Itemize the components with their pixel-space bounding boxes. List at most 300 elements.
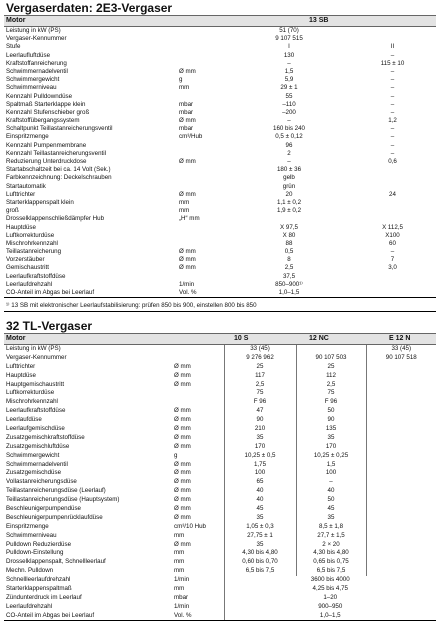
table-row <box>4 84 436 92</box>
section-title-2e3: Vergaserdaten: 2E3-Vergaser <box>6 1 173 15</box>
table-row <box>4 224 436 232</box>
row-unit <box>179 174 229 182</box>
row-unit: mbar <box>174 593 189 601</box>
table-row <box>4 166 436 174</box>
row-label: Vergaser-Kennummer <box>6 35 67 43</box>
value-10s: 47 <box>224 407 296 416</box>
table-row <box>4 549 436 558</box>
value-stage-2: – <box>390 92 395 100</box>
value-stage-2: – <box>390 67 395 75</box>
row-unit: Ø mm <box>179 190 196 198</box>
value-stage-2 <box>349 183 436 191</box>
table-row <box>4 541 436 550</box>
row-label: Hauptdüse <box>6 223 36 231</box>
row-label: Leerlaufdrehzahl <box>6 280 53 288</box>
table-row <box>4 505 436 514</box>
value-10s: 75 <box>224 389 296 398</box>
value-e12n <box>366 532 436 541</box>
table-row <box>4 207 436 215</box>
value-e12n: 90 107 518 <box>366 354 436 363</box>
table-row <box>4 199 436 207</box>
row-unit: mm <box>179 207 190 215</box>
table-row <box>4 215 436 223</box>
value-all-engines: 1–20 <box>224 594 436 603</box>
table-header-2e3 <box>4 15 436 27</box>
row-label: Pulldown Reduzierdüse <box>6 540 72 548</box>
value-stage-2: 1,2 <box>388 117 397 125</box>
row-label: Vollastanreicherungsdüse <box>6 478 77 486</box>
row-unit: Ø mm <box>179 264 196 272</box>
row-unit: mm <box>174 549 185 557</box>
value-e12n <box>366 407 436 416</box>
row-unit: mm <box>174 567 185 575</box>
table-row <box>4 281 436 289</box>
row-label: Hauptgemischaustritt <box>6 380 65 388</box>
table-row <box>4 101 436 109</box>
value-stage-1: 850–900¹⁾ <box>275 280 303 288</box>
table-row <box>4 174 436 182</box>
value-e12n <box>366 416 436 425</box>
value-stage-1: –110 <box>282 100 296 108</box>
value-10s: 27,75 ± 1 <box>224 532 296 541</box>
table-row <box>4 372 436 381</box>
value-stage-1: 1,0–1,5 <box>229 289 349 297</box>
row-unit: cm³/10 Hub <box>174 522 206 530</box>
value-e12n <box>366 567 436 576</box>
value-12nc: 90 <box>296 416 366 425</box>
value-12nc: 35 <box>296 514 366 523</box>
value-12nc: 6,5 bis 7,5 <box>296 567 366 576</box>
row-unit: Ø mm <box>174 433 191 441</box>
row-unit: mm <box>179 198 190 206</box>
table-row <box>4 558 436 567</box>
table-row <box>4 35 436 43</box>
table-row <box>4 60 436 68</box>
value-stage-2: – <box>390 84 395 92</box>
value-10s: 33 (45) <box>224 345 296 354</box>
value-stage-1: X 80 <box>282 231 296 239</box>
row-label: Kennzahl Pumpenmembrane <box>6 141 87 149</box>
value-12nc: 75 <box>296 389 366 398</box>
value-stage-1: gelb <box>283 174 295 182</box>
row-unit <box>179 166 229 174</box>
value-10s: F 96 <box>224 398 296 407</box>
value-12nc: 2,5 <box>296 381 366 390</box>
value-e12n <box>366 505 436 514</box>
row-unit <box>179 240 229 248</box>
value-e12n <box>366 549 436 558</box>
value-stage-1: 2 <box>287 149 291 157</box>
row-unit: g <box>174 451 178 459</box>
value-10s: 210 <box>224 425 296 434</box>
value-stage-2: 0,6 <box>388 158 397 165</box>
table-row <box>4 240 436 248</box>
row-unit: Ø mm <box>174 496 191 504</box>
table-row <box>4 567 436 576</box>
table-row <box>4 76 436 84</box>
value-stage-1: 180 ± 36 <box>276 166 302 174</box>
row-label: Zündunterdruck im Leerlauf <box>6 593 82 601</box>
value-e12n <box>366 381 436 390</box>
value-all-engines: 3600 bis 4000 <box>224 576 436 585</box>
table-row <box>4 363 436 372</box>
row-label: Einspritzmenge <box>6 133 49 141</box>
row-unit: Ø mm <box>174 362 191 370</box>
value-stage-1: – <box>287 117 291 125</box>
row-label: Einspritzmenge <box>6 522 49 530</box>
row-label: Reduzierung Unterdruckdose <box>6 158 87 165</box>
value-stage-1: 51 (70) <box>279 27 299 34</box>
value-all-engines: 1,0–1,5 <box>224 612 436 621</box>
value-e12n: 33 (45) <box>366 345 436 354</box>
table-row <box>4 133 436 141</box>
value-e12n <box>366 523 436 532</box>
row-unit: Vol. % <box>179 289 229 297</box>
value-stage-1: 37,5 <box>282 272 296 280</box>
value-10s: 65 <box>224 478 296 487</box>
row-unit <box>179 224 229 232</box>
row-unit: Ø mm <box>174 478 191 486</box>
section-title-32tl: 32 TL-Vergaser <box>6 319 93 333</box>
value-stage-1: – <box>287 59 291 67</box>
value-stage-1: 1,9 ± 0,2 <box>276 207 302 215</box>
value-stage-2: – <box>390 133 395 141</box>
row-unit <box>179 93 229 101</box>
value-e12n <box>366 443 436 452</box>
row-label: Mischrohrkennzahl <box>6 239 58 247</box>
value-stage-1: 0,5 ± 0,12 <box>275 133 303 141</box>
table-row <box>4 487 436 496</box>
value-12nc: 35 <box>296 434 366 443</box>
footnote: ¹⁾ 13 SB mit elektronischer Leerlaufstabilisierung: prüfen 850 bis 900, einstellen 800 bis 850 <box>6 302 257 309</box>
value-stage-2 <box>349 166 436 174</box>
table-row <box>4 256 436 264</box>
row-label: Startabschaltzeit bei ca. 14 Volt (Sek.) <box>6 166 111 174</box>
value-stage-2: – <box>390 51 395 59</box>
table-row <box>4 109 436 117</box>
table-row <box>4 496 436 505</box>
value-10s: 25 <box>224 363 296 372</box>
row-label: Teillastanreicherung <box>6 248 62 256</box>
value-12nc: 50 <box>296 496 366 505</box>
value-e12n <box>366 389 436 398</box>
table-row <box>4 117 436 125</box>
value-e12n <box>366 487 436 496</box>
row-label: Zusatzgemischkraftstoffdüse <box>6 433 85 441</box>
value-10s: 90 <box>224 416 296 425</box>
value-12nc: 170 <box>296 443 366 452</box>
value-stage-2 <box>349 27 436 35</box>
row-label: Schnellleerlaufdrehzahl <box>6 576 71 584</box>
value-12nc: 10,25 ± 0,25 <box>296 452 366 461</box>
value-e12n <box>366 478 436 487</box>
value-stage-2 <box>349 199 436 207</box>
value-stage-1: 130 <box>283 51 295 59</box>
table-row <box>4 398 436 407</box>
row-label: CO-Anteil im Abgas bei Leerlauf <box>4 289 179 297</box>
row-label: Beschleunigerpumpenrücklaufdüse <box>6 513 103 521</box>
value-10s: 35 <box>224 514 296 523</box>
row-unit: 1/min <box>179 280 195 288</box>
value-e12n <box>366 514 436 523</box>
table-row <box>4 407 436 416</box>
value-e12n <box>366 363 436 372</box>
row-label: Lufttrichter <box>6 190 36 198</box>
value-stage-1: 55 <box>285 92 293 100</box>
table-row <box>4 576 436 585</box>
table-row <box>4 389 436 398</box>
row-label: Leistung in kW (PS) <box>6 27 61 34</box>
table-row <box>4 68 436 76</box>
value-stage-1: X 97,5 <box>280 223 298 231</box>
value-stage-2: 60 <box>389 239 396 247</box>
table-row <box>4 585 436 594</box>
value-10s: 35 <box>224 434 296 443</box>
row-label: Drosselklappenspalt, Schnellleerlauf <box>6 558 106 566</box>
row-unit <box>179 273 229 281</box>
row-unit: mbar <box>179 100 194 108</box>
row-unit: 1/min <box>174 576 190 584</box>
value-10s: 2,5 <box>224 381 296 390</box>
table-row <box>4 523 436 532</box>
row-unit: Ø mm <box>174 416 191 424</box>
row-label: Schwimmerniveau <box>6 531 57 539</box>
row-label: Leerlaufgemischdüse <box>6 425 65 433</box>
row-label: Farbkennzeichnung: Deckelschrauben <box>6 174 112 182</box>
value-12nc: 0,65 bis 0,75 <box>296 558 366 567</box>
table-row <box>4 478 436 487</box>
row-label: Drosselklappenschließdämpfer Hub <box>6 215 105 223</box>
value-stage-1: 20 <box>285 190 293 198</box>
value-12nc: 2 × 20 <box>296 541 366 550</box>
row-unit <box>179 142 229 150</box>
table-row <box>4 434 436 443</box>
row-unit <box>174 389 224 398</box>
table-row <box>4 381 436 390</box>
table-row <box>4 443 436 452</box>
table-row <box>4 354 436 363</box>
row-unit <box>179 60 229 68</box>
table-row <box>4 469 436 478</box>
row-label: Leerlaufkraftstoffdüse <box>6 272 66 280</box>
row-unit: Ø mm <box>174 425 191 433</box>
value-stage-1: 0,5 <box>284 248 294 256</box>
value-e12n <box>366 434 436 443</box>
value-stage-2: – <box>390 149 395 157</box>
table-header-32tl <box>4 333 436 345</box>
value-10s: 40 <box>224 496 296 505</box>
value-10s: 9 276 962 <box>224 354 296 363</box>
row-unit <box>179 52 229 60</box>
value-all-engines: 900–950 <box>224 603 436 612</box>
table-row <box>4 612 436 621</box>
row-unit: Ø mm <box>179 248 196 256</box>
value-stage-2: X100 <box>385 231 400 239</box>
value-stage-2: – <box>390 141 395 149</box>
value-12nc <box>296 345 366 354</box>
value-stage-2 <box>349 35 436 43</box>
value-stage-1 <box>229 215 349 223</box>
value-stage-2: – <box>390 248 395 256</box>
row-label: Teillastanreicherungsdüse (Hauptsystem) <box>6 496 120 504</box>
table-row <box>4 125 436 133</box>
table-row <box>4 93 436 101</box>
row-label: Luftkorrekturdüse <box>6 389 55 397</box>
value-stage-2: – <box>390 76 395 84</box>
table-row <box>4 594 436 603</box>
value-stage-2: 3,0 <box>388 264 397 272</box>
row-label: Starterklappenspalt klein <box>6 198 74 206</box>
row-label: Zusatzgemischluftdüse <box>6 442 70 450</box>
table-row <box>4 603 436 612</box>
table-row <box>4 158 436 166</box>
table-row <box>4 142 436 150</box>
value-stage-1: 88 <box>285 239 293 247</box>
row-label: Kennzahl Teillastanreicherungsventil <box>6 149 106 157</box>
value-stage-1: 5,9 <box>284 76 294 84</box>
header-e12n: E 12 N <box>389 335 411 342</box>
row-unit: Ø mm <box>174 540 191 548</box>
value-12nc: 27,7 ± 1,5 <box>296 532 366 541</box>
row-unit: Ø mm <box>179 67 196 75</box>
value-stage-2: – <box>390 125 395 133</box>
row-label: Leerlaufluftdüse <box>6 51 51 59</box>
value-stage-2: – <box>390 100 395 108</box>
row-unit <box>179 232 229 240</box>
value-10s: 1,75 <box>224 461 296 470</box>
row-label: Schaltpunkt Teillastanreicherungsventil <box>6 125 113 133</box>
value-stage-1: – <box>287 158 291 165</box>
table-row <box>4 248 436 256</box>
table-row <box>4 52 436 60</box>
row-label: Vorzerstäuber <box>6 256 45 264</box>
row-unit <box>174 354 224 363</box>
row-label: Zusatzgemischdüse <box>6 469 62 477</box>
row-unit <box>174 398 224 407</box>
header-motor: Motor <box>6 17 26 24</box>
table-row <box>4 150 436 158</box>
value-10s: 117 <box>224 372 296 381</box>
row-unit: mm <box>174 558 185 566</box>
row-label: Startautomatik <box>6 182 46 190</box>
value-e12n <box>366 469 436 478</box>
table-row <box>4 191 436 199</box>
value-stage-1: 160 bis 240 <box>273 125 305 133</box>
value-e12n <box>366 452 436 461</box>
row-unit <box>179 35 229 43</box>
row-unit: „H“ mm <box>179 215 200 223</box>
row-label: Hauptdüse <box>6 371 36 379</box>
value-12nc: 112 <box>296 372 366 381</box>
row-unit: Ø mm <box>179 256 196 264</box>
value-10s: 45 <box>224 505 296 514</box>
row-unit: mm <box>179 84 190 92</box>
row-unit: Ø mm <box>174 442 191 450</box>
table-row <box>4 461 436 470</box>
row-unit: Ø mm <box>174 487 191 495</box>
value-12nc: 8,5 ± 1,8 <box>296 523 366 532</box>
value-stage-1: 29 ± 1 <box>280 84 298 92</box>
value-stage-1: 2,5 <box>284 264 294 272</box>
value-10s: 4,30 bis 4,80 <box>224 549 296 558</box>
row-unit: mm <box>174 585 185 593</box>
value-12nc: 4,30 bis 4,80 <box>296 549 366 558</box>
row-unit: cm³/Hub <box>179 133 203 141</box>
row-label: Gemischaustritt <box>6 264 49 272</box>
value-12nc: 90 107 503 <box>296 354 366 363</box>
row-unit: Ø mm <box>174 505 191 513</box>
value-stage-2 <box>349 289 436 297</box>
row-unit: Ø mm <box>174 380 191 388</box>
value-stage-1: 1,1 ± 0,2 <box>276 198 302 206</box>
row-unit: Ø mm <box>174 469 191 477</box>
row-unit: Vol. % <box>174 612 224 621</box>
value-stage-2 <box>349 174 436 182</box>
value-stage-2 <box>349 273 436 281</box>
row-label: Starterklappenspaltmaß <box>6 585 72 593</box>
table-row <box>4 425 436 434</box>
value-stage-1: 8 <box>287 256 291 264</box>
value-stage-1: 1,5 <box>284 67 294 75</box>
table-32tl <box>4 345 436 621</box>
row-label: Schwimmerniveau <box>6 84 57 92</box>
row-label: Mischrohrkennzahl <box>6 398 58 406</box>
value-12nc: 135 <box>296 425 366 434</box>
table-row <box>4 452 436 461</box>
value-stage-2: X 112,5 <box>382 223 403 231</box>
value-stage-2 <box>349 207 436 215</box>
row-unit: 1/min <box>174 602 190 610</box>
value-e12n <box>366 541 436 550</box>
row-unit <box>179 183 229 191</box>
value-10s: 35 <box>224 541 296 550</box>
row-label: Schwimmergewicht <box>6 76 60 84</box>
row-unit <box>179 27 229 35</box>
row-unit: Ø mm <box>174 407 191 415</box>
value-12nc: F 96 <box>296 398 366 407</box>
row-label: Mechn. Pulldown <box>6 567 54 575</box>
header-motor: Motor <box>6 335 26 342</box>
value-stage-2: 7 <box>390 256 395 264</box>
row-label: Spaltmaß Starterklappe klein <box>6 100 86 108</box>
value-12nc: 100 <box>296 469 366 478</box>
row-unit <box>174 345 224 354</box>
row-unit: Ø mm <box>179 158 196 165</box>
row-unit: Ø mm <box>174 460 191 468</box>
value-e12n <box>366 558 436 567</box>
table-row <box>4 27 436 35</box>
table-row <box>4 289 436 297</box>
value-12nc: 40 <box>296 487 366 496</box>
value-stage-2: – <box>390 108 395 116</box>
table-row <box>4 183 436 191</box>
row-label: Kraftstoffanreicherung <box>6 59 67 67</box>
value-10s: 6,5 bis 7,5 <box>224 567 296 576</box>
value-12nc: 50 <box>296 407 366 416</box>
row-label: Leerlaufkraftstoffdüse <box>6 407 66 415</box>
header-12nc: 12 NC <box>309 335 329 342</box>
row-label: Vergaser-Kennummer <box>6 353 67 361</box>
value-12nc: – <box>296 478 366 487</box>
value-12nc: 45 <box>296 505 366 514</box>
value-e12n <box>366 461 436 470</box>
row-label: Schwimmernadelventil <box>6 67 68 75</box>
row-unit <box>179 43 229 51</box>
row-label: Kennzahl Pulldowndüse <box>6 92 73 100</box>
row-unit: Ø mm <box>174 371 191 379</box>
value-stage-2 <box>349 215 436 223</box>
row-label: Kennzahl Stufenschieber groß <box>6 108 90 116</box>
